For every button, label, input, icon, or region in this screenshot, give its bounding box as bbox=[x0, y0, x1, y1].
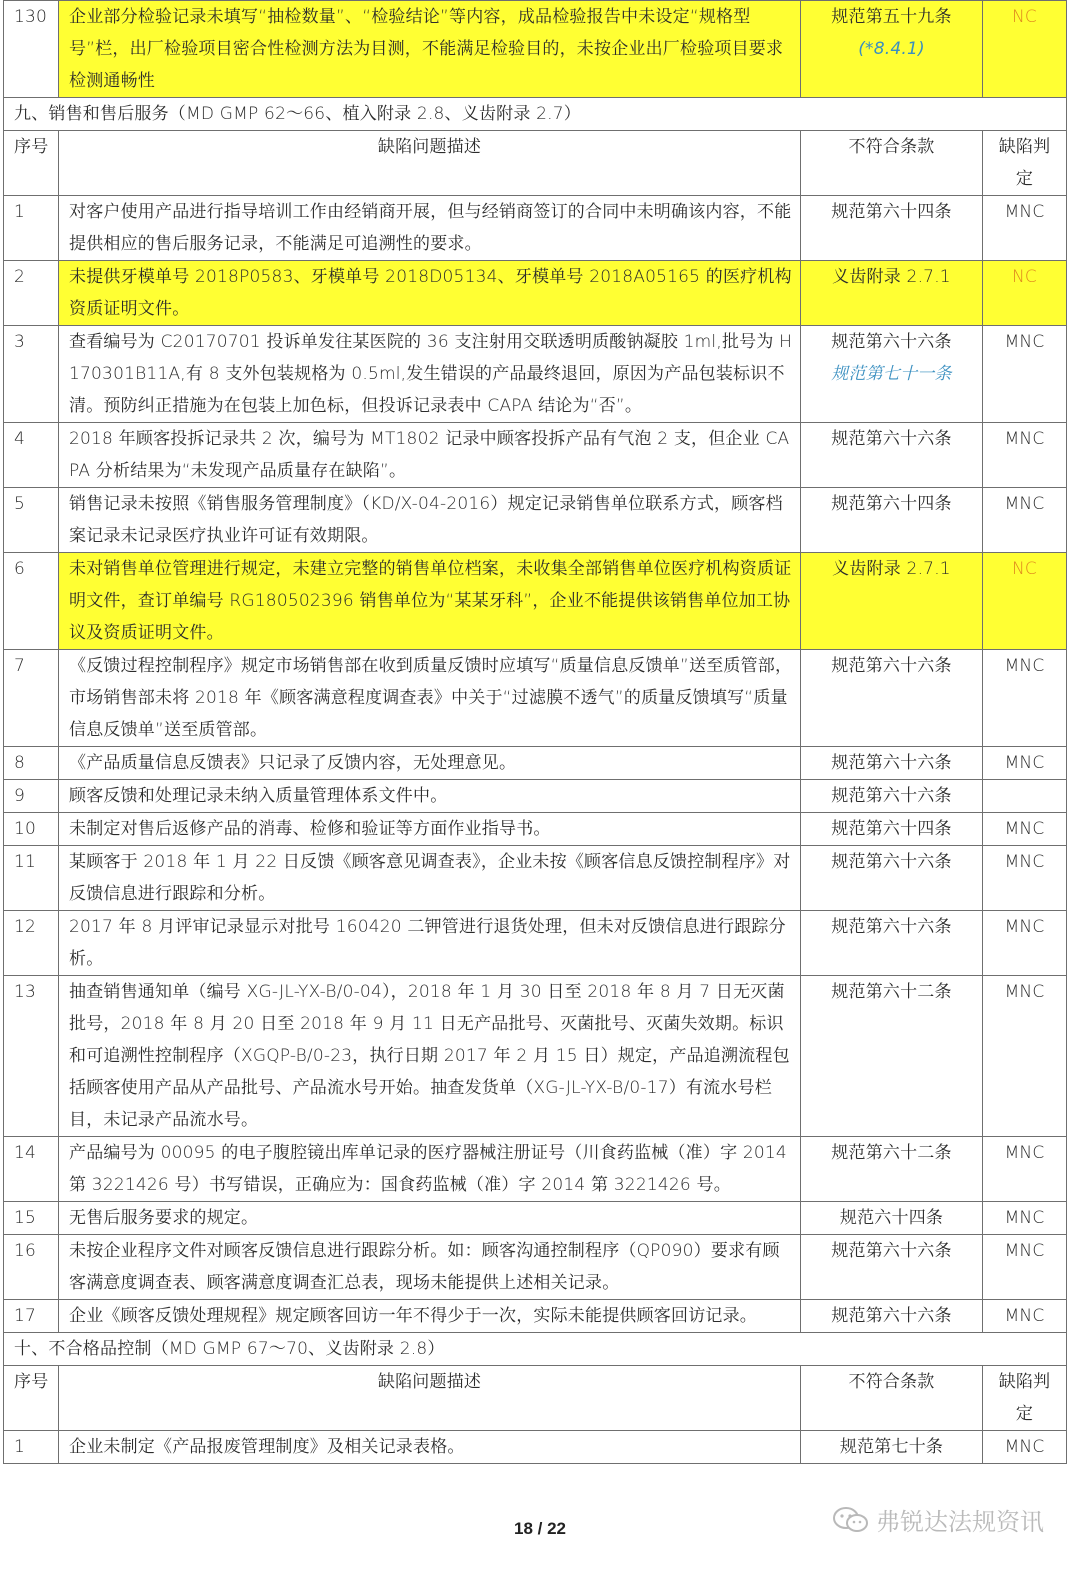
judgement-badge: MNC bbox=[1004, 1208, 1045, 1228]
row-number: 5 bbox=[4, 488, 59, 553]
row-description: 无售后服务要求的规定。 bbox=[59, 1202, 801, 1235]
row-judgement bbox=[983, 650, 1067, 747]
header-number: 序号 bbox=[4, 1366, 59, 1431]
section-title: 十、不合格品控制（MD GMP 67～70、义齿附录 2.8） bbox=[4, 1333, 1067, 1366]
row-clause bbox=[801, 911, 983, 976]
table-row bbox=[4, 650, 1067, 747]
header-clause: 不符合条款 bbox=[801, 131, 983, 196]
clause-text: 规范第六十六条 bbox=[831, 917, 952, 937]
row-number: 4 bbox=[4, 423, 59, 488]
row-judgement bbox=[983, 1202, 1067, 1235]
row-description: 某顾客于 2018 年 1 月 22 日反馈《顾客意见调查表》，企业未按《顾客信息反馈控制程序》对反馈信息进行跟踪和分析。 bbox=[59, 846, 801, 911]
row-description: 2018 年顾客投拆记录共 2 次，编号为 MT1802 记录中顾客投拆产品有气泡 2 支，但企业 CAPA 分析结果为“未发现产品质量存在缺陷”。 bbox=[59, 423, 801, 488]
row-number: 1 bbox=[4, 196, 59, 261]
row-description: 查看编号为 C20170701 投诉单发往某医院的 36 支注射用交联透明质酸钠凝胶 1ml,批号为 H170301B11A,有 8 支外包装规格为 0.5ml,发生错误的产品最终退回，原因为产品包装标识不清。预防纠正措施为在包装上加色标，但投诉记录表中 CAPA 结论为“否”。 bbox=[59, 326, 801, 423]
row-number: 1 bbox=[4, 1431, 59, 1464]
judgement-badge: MNC bbox=[1004, 332, 1045, 352]
section-title-row bbox=[4, 1333, 1067, 1366]
judgement-badge: NC bbox=[1012, 267, 1037, 287]
row-description: 产品编号为 00095 的电子腹腔镜出库单记录的医疗器械注册证号（川食药监械（准）字 2014 第 3221426 号）书写错误，正确应为：国食药监械（准）字 2014 第 3221426 号。 bbox=[59, 1137, 801, 1202]
clause-text: 规范第六十六条 bbox=[831, 852, 952, 872]
table-row bbox=[4, 423, 1067, 488]
table-row bbox=[4, 1235, 1067, 1300]
row-clause bbox=[801, 326, 983, 423]
row-description: 未提供牙模单号 2018P0583、牙模单号 2018D05134、牙模单号 2018A05165 的医疗机构资质证明文件。 bbox=[59, 261, 801, 326]
page-number: 18 / 22 bbox=[514, 1519, 566, 1538]
header-row bbox=[4, 1366, 1067, 1431]
row-judgement bbox=[983, 780, 1067, 813]
judgement-badge: MNC bbox=[1004, 917, 1045, 937]
clause-text: 规范第六十六条 bbox=[831, 786, 952, 806]
header-judgement: 缺陷判定 bbox=[983, 131, 1067, 196]
row-description: 销售记录未按照《销售服务管理制度》（KD/X-04-2016）规定记录销售单位联系方式，顾客档案记录未记录医疗执业许可证有效期限。 bbox=[59, 488, 801, 553]
section-title: 九、销售和售后服务（MD GMP 62～66、植入附录 2.8、义齿附录 2.7） bbox=[4, 98, 1067, 131]
row-number: 16 bbox=[4, 1235, 59, 1300]
table-row bbox=[4, 976, 1067, 1137]
clause-text: 规范第六十四条 bbox=[831, 494, 952, 514]
table-row bbox=[4, 196, 1067, 261]
row-clause bbox=[801, 650, 983, 747]
table-row bbox=[4, 780, 1067, 813]
row-clause bbox=[801, 1431, 983, 1464]
table-row bbox=[4, 553, 1067, 650]
row-description: 2017 年 8 月评审记录显示对批号 160420 二钾管进行退货处理，但未对反馈信息进行跟踪分析。 bbox=[59, 911, 801, 976]
row-judgement bbox=[983, 423, 1067, 488]
row-clause bbox=[801, 813, 983, 846]
section-title-row bbox=[4, 98, 1067, 131]
row-description: 《反馈过程控制程序》规定市场销售部在收到质量反馈时应填写“质量信息反馈单”送至质管部，市场销售部未将 2018 年《顾客满意程度调查表》中关于“过滤膜不透气”的质量反馈填写“质量信息反馈单”送至质管部。 bbox=[59, 650, 801, 747]
row-description: 未按企业程序文件对顾客反馈信息进行跟踪分析。如：顾客沟通控制程序（QP090）要求有顾客满意度调查表、顾客满意度调查汇总表，现场未能提供上述相关记录。 bbox=[59, 1235, 801, 1300]
table-row bbox=[4, 1202, 1067, 1235]
table-row bbox=[4, 846, 1067, 911]
row-judgement bbox=[983, 846, 1067, 911]
table-row bbox=[4, 1137, 1067, 1202]
row-clause bbox=[801, 1300, 983, 1333]
row-judgement bbox=[983, 976, 1067, 1137]
row-number: 9 bbox=[4, 780, 59, 813]
row-number: 130 bbox=[4, 1, 59, 98]
judgement-badge: MNC bbox=[1004, 819, 1045, 839]
wechat-icon bbox=[832, 1506, 870, 1534]
judgement-badge: MNC bbox=[1004, 1143, 1045, 1163]
row-judgement bbox=[983, 747, 1067, 780]
clause-text: 规范第六十六条 bbox=[831, 1241, 952, 1261]
header-number: 序号 bbox=[4, 131, 59, 196]
clause-text: 规范六十四条 bbox=[839, 1208, 944, 1228]
clause-text: 规范第六十六条 bbox=[831, 332, 952, 352]
table-row bbox=[4, 488, 1067, 553]
row-judgement bbox=[983, 1431, 1067, 1464]
header-judgement: 缺陷判定 bbox=[983, 1366, 1067, 1431]
row-judgement bbox=[983, 326, 1067, 423]
row-number: 3 bbox=[4, 326, 59, 423]
table-row bbox=[4, 911, 1067, 976]
clause-text: 规范第五十九条 bbox=[831, 7, 952, 27]
watermark bbox=[832, 1502, 1044, 1537]
judgement-badge: MNC bbox=[1004, 494, 1045, 514]
row-judgement bbox=[983, 196, 1067, 261]
clause-reference: (*8.4.1) bbox=[858, 39, 925, 59]
judgement-badge: NC bbox=[1012, 559, 1037, 579]
watermark-text: 弗锐达法规资讯 bbox=[876, 1508, 1044, 1536]
clause-text: 规范第六十六条 bbox=[831, 656, 952, 676]
judgement-badge: MNC bbox=[1004, 852, 1045, 872]
judgement-badge: MNC bbox=[1004, 1437, 1045, 1457]
table-row bbox=[4, 813, 1067, 846]
header-row bbox=[4, 131, 1067, 196]
row-judgement bbox=[983, 553, 1067, 650]
table-row bbox=[4, 747, 1067, 780]
table-row bbox=[4, 1300, 1067, 1333]
row-clause bbox=[801, 423, 983, 488]
row-description: 企业部分检验记录未填写“抽检数量”、“检验结论”等内容，成品检验报告中未设定“规格型号”栏，出厂检验项目密合性检测方法为目测，不能满足检验目的，未按企业出厂检验项目要求检测通畅性 bbox=[59, 1, 801, 98]
row-clause bbox=[801, 261, 983, 326]
row-clause bbox=[801, 976, 983, 1137]
table-row bbox=[4, 1, 1067, 98]
row-number: 17 bbox=[4, 1300, 59, 1333]
row-clause bbox=[801, 488, 983, 553]
row-number: 10 bbox=[4, 813, 59, 846]
row-description: 未对销售单位管理进行规定，未建立完整的销售单位档案，未收集全部销售单位医疗机构资质证明文件，查订单编号 RG180502396 销售单位为“某某牙科”，企业不能提供该销售单位加工协议及资质证明文件。 bbox=[59, 553, 801, 650]
row-judgement bbox=[983, 1235, 1067, 1300]
row-judgement bbox=[983, 488, 1067, 553]
row-judgement bbox=[983, 1300, 1067, 1333]
clause-text: 规范第七十条 bbox=[839, 1437, 944, 1457]
row-number: 12 bbox=[4, 911, 59, 976]
row-description: 未制定对售后返修产品的消毒、检修和验证等方面作业指导书。 bbox=[59, 813, 801, 846]
row-number: 6 bbox=[4, 553, 59, 650]
table-row bbox=[4, 326, 1067, 423]
row-description: 顾客反馈和处理记录未纳入质量管理体系文件中。 bbox=[59, 780, 801, 813]
table-row bbox=[4, 1431, 1067, 1464]
row-judgement bbox=[983, 813, 1067, 846]
row-number: 13 bbox=[4, 976, 59, 1137]
clause-text: 义齿附录 2.7.1 bbox=[832, 267, 951, 287]
clause-reference: 规范第七十一条 bbox=[831, 364, 952, 384]
header-clause: 不符合条款 bbox=[801, 1366, 983, 1431]
judgement-badge: MNC bbox=[1004, 982, 1045, 1002]
row-number: 2 bbox=[4, 261, 59, 326]
clause-text: 规范第六十六条 bbox=[831, 1306, 952, 1326]
row-clause bbox=[801, 553, 983, 650]
row-judgement bbox=[983, 261, 1067, 326]
judgement-badge: MNC bbox=[1004, 202, 1045, 222]
row-number: 14 bbox=[4, 1137, 59, 1202]
row-judgement bbox=[983, 1, 1067, 98]
header-description: 缺陷问题描述 bbox=[59, 1366, 801, 1431]
row-number: 7 bbox=[4, 650, 59, 747]
judgement-badge: MNC bbox=[1004, 1306, 1045, 1326]
table-row bbox=[4, 261, 1067, 326]
clause-text: 规范第六十二条 bbox=[831, 982, 952, 1002]
clause-text: 规范第六十四条 bbox=[831, 819, 952, 839]
deficiency-table bbox=[3, 0, 1067, 1464]
row-number: 11 bbox=[4, 846, 59, 911]
clause-text: 义齿附录 2.7.1 bbox=[832, 559, 951, 579]
row-description: 抽查销售通知单（编号 XG-JL-YX-B/0-04），2018 年 1 月 30 日至 2018 年 8 月 7 日无灭菌批号，2018 年 8 月 20 日至 2018 年 9 月 11 日无产品批号、灭菌批号、灭菌失效期。标识和可追溯性控制程序（XGQP-B/0-23，执行日期 2017 年 2 月 15 日）规定，产品追溯流程包括顾客使用产品从产品批号、产品流水号开始。抽查发货单（XG-JL-YX-B/0-17）有流水号栏目，未记录产品流水号。 bbox=[59, 976, 801, 1137]
row-clause bbox=[801, 747, 983, 780]
row-number: 8 bbox=[4, 747, 59, 780]
judgement-badge: NC bbox=[1012, 7, 1037, 27]
row-judgement bbox=[983, 1137, 1067, 1202]
row-clause bbox=[801, 1235, 983, 1300]
row-description: 企业未制定《产品报废管理制度》及相关记录表格。 bbox=[59, 1431, 801, 1464]
clause-text: 规范第六十六条 bbox=[831, 429, 952, 449]
row-clause bbox=[801, 1202, 983, 1235]
row-clause bbox=[801, 1137, 983, 1202]
row-judgement bbox=[983, 911, 1067, 976]
clause-text: 规范第六十六条 bbox=[831, 753, 952, 773]
row-number: 15 bbox=[4, 1202, 59, 1235]
judgement-badge: MNC bbox=[1004, 753, 1045, 773]
judgement-badge: MNC bbox=[1004, 429, 1045, 449]
row-clause bbox=[801, 846, 983, 911]
row-description: 《产品质量信息反馈表》只记录了反馈内容，无处理意见。 bbox=[59, 747, 801, 780]
clause-text: 规范第六十二条 bbox=[831, 1143, 952, 1163]
row-clause bbox=[801, 196, 983, 261]
judgement-badge: MNC bbox=[1004, 656, 1045, 676]
clause-text: 规范第六十四条 bbox=[831, 202, 952, 222]
row-clause bbox=[801, 1, 983, 98]
row-clause bbox=[801, 780, 983, 813]
row-description: 企业《顾客反馈处理规程》规定顾客回访一年不得少于一次，实际未能提供顾客回访记录。 bbox=[59, 1300, 801, 1333]
judgement-badge: MNC bbox=[1004, 1241, 1045, 1261]
header-description: 缺陷问题描述 bbox=[59, 131, 801, 196]
row-description: 对客户使用产品进行指导培训工作由经销商开展，但与经销商签订的合同中未明确该内容，不能提供相应的售后服务记录，不能满足可追溯性的要求。 bbox=[59, 196, 801, 261]
